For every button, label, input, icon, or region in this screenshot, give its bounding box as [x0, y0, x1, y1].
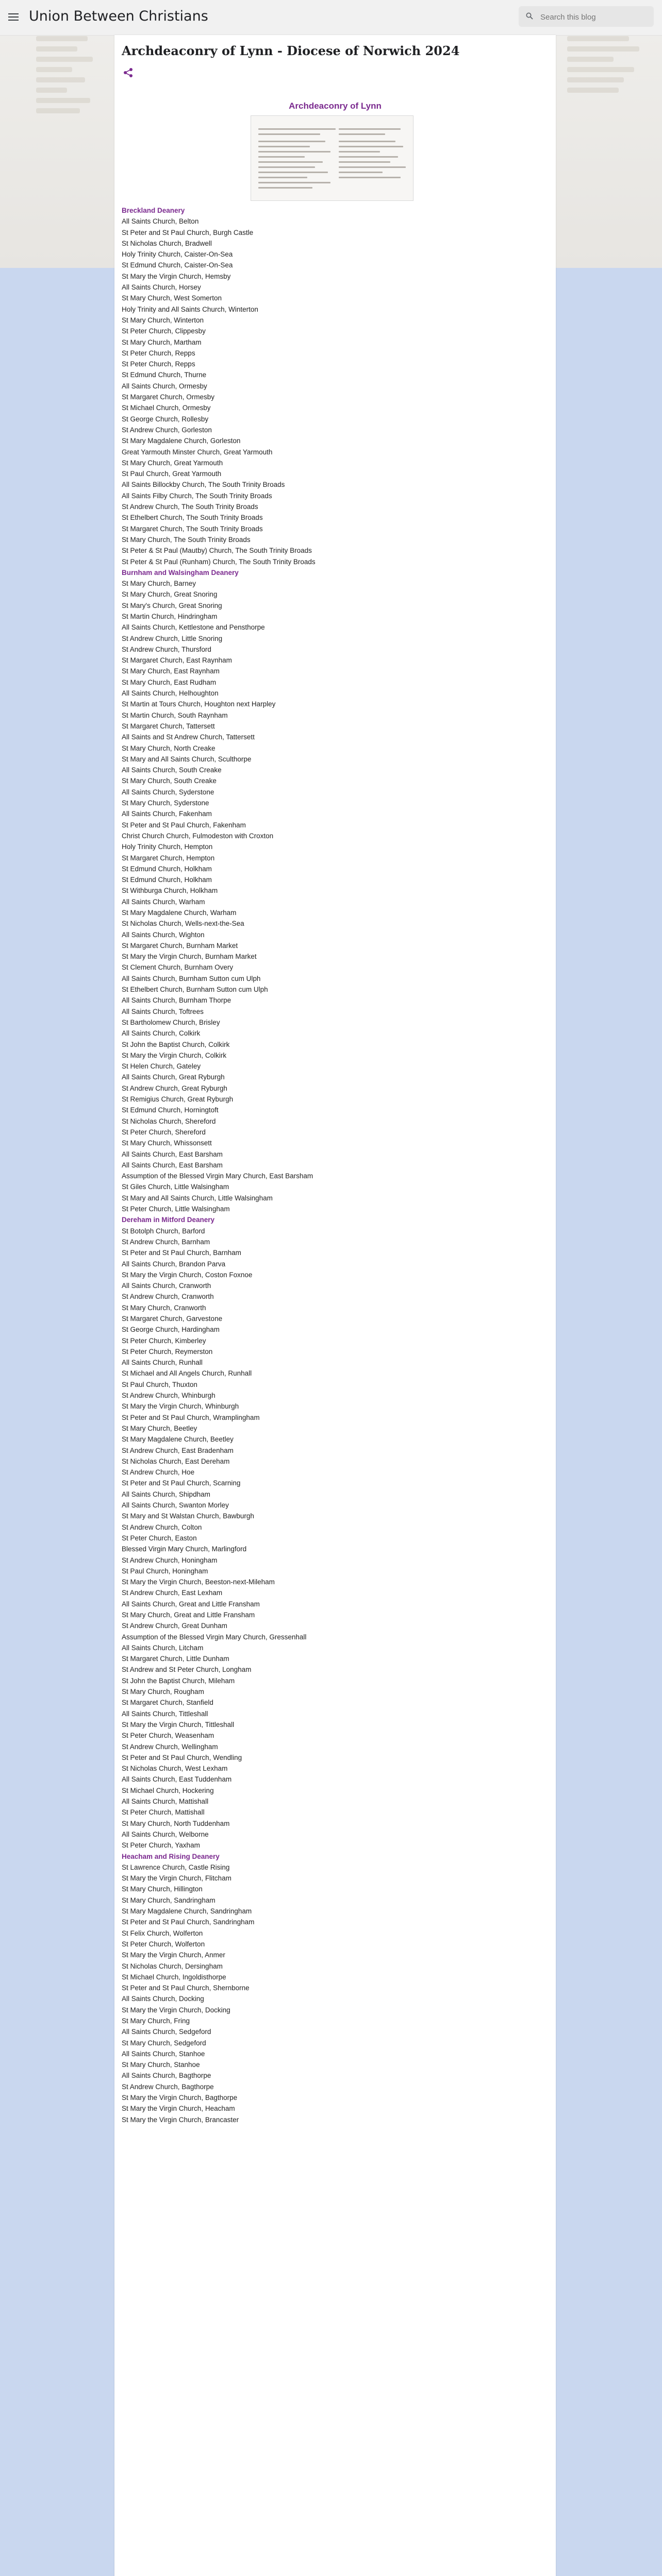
list-item: St Mary the Virgin Church, Coston Foxnoe — [122, 1270, 253, 1279]
list-item: All Saints Church, Litcham — [122, 1643, 204, 1652]
list-item: St Mary Church, Winterton — [122, 316, 204, 324]
list-item: St Andrew Church, Honingham — [122, 1556, 218, 1564]
list-item: St Margaret Church, Tattersett — [122, 722, 215, 730]
list-item: All Saints Church, Bagthorpe — [122, 2072, 211, 2080]
list-item: St Andrew Church, Little Snoring — [122, 634, 223, 642]
list-item: St Lawrence Church, Castle Rising — [122, 1863, 230, 1871]
list-item: St Andrew Church, East Bradenham — [122, 1446, 234, 1454]
list-item: St Andrew Church, Gorleston — [122, 426, 212, 434]
list-item: All Saints Church, Kettlestone and Pensthorpe — [122, 623, 265, 632]
list-item: St George Church, Hardingham — [122, 1326, 220, 1334]
list-item: All Saints Church, Ormesby — [122, 382, 207, 390]
list-item: All Saints Church, Toftrees — [122, 1007, 204, 1015]
list-item: All Saints Church, Burnham Thorpe — [122, 996, 231, 1005]
list-item: St Michael Church, Hockering — [122, 1786, 214, 1794]
list-item: St Mary and All Saints Church, Little Walsingham — [122, 1194, 273, 1202]
list-item: St Peter and St Paul Church, Shernborne — [122, 1984, 250, 1992]
list-item: St Mary Church, Hillington — [122, 1885, 203, 1893]
list-item: St Andrew Church, Whinburgh — [122, 1392, 216, 1400]
list-item: St Peter Church, Wolferton — [122, 1940, 205, 1948]
list-item: All Saints Church, Sedgeford — [122, 2028, 211, 2036]
list-item: St Mary Church, Barney — [122, 580, 196, 588]
list-item: All Saints Billockby Church, The South Trinity Broads — [122, 481, 285, 489]
list-item: All Saints Church, Burnham Sutton cum Ulph — [122, 974, 261, 982]
list-item: St Peter Church, Weasenham — [122, 1732, 214, 1740]
deanery-heading: Breckland Deanery — [122, 207, 185, 214]
list-item: St Peter and St Paul Church, Wramplingham — [122, 1413, 260, 1421]
list-item: St Mary the Virgin Church, Tittleshall — [122, 1720, 235, 1728]
list-item: St Martin Church, South Raynham — [122, 711, 228, 719]
list-item: St Mary Church, Syderstone — [122, 799, 209, 807]
list-item: St Andrew Church, Barnham — [122, 1238, 210, 1246]
list-item: St Peter Church, Shereford — [122, 1128, 206, 1136]
list-item: Holy Trinity Church, Caister-On-Sea — [122, 250, 233, 259]
list-item: St Mary the Virgin Church, Docking — [122, 2006, 230, 2014]
list-item: St Mary Magdalene Church, Sandringham — [122, 1907, 252, 1916]
list-item: All Saints Church, Shipdham — [122, 1490, 210, 1498]
list-item: All Saints Church, Great and Little Fransham — [122, 1600, 260, 1608]
list-item: St Peter Church, Clippesby — [122, 327, 206, 335]
list-item: All Saints and St Andrew Church, Tattersett — [122, 733, 255, 741]
list-item: All Saints Church, Fakenham — [122, 810, 212, 818]
list-item: St Andrew Church, Colton — [122, 1523, 202, 1531]
list-item: St Mary the Virgin Church, Whinburgh — [122, 1402, 239, 1411]
list-item: St Felix Church, Wolferton — [122, 1929, 203, 1937]
list-item: All Saints Church, Horsey — [122, 283, 201, 292]
list-item: St Nicholas Church, Shereford — [122, 1117, 216, 1125]
deanery-heading: Heacham and Rising Deanery — [122, 1852, 220, 1860]
post-card — [114, 35, 556, 2576]
list-item: St Mary Church, Sandringham — [122, 1896, 216, 1904]
deanery-heading: Burnham and Walsingham Deanery — [122, 568, 239, 577]
list-item: All Saints Church, East Tuddenham — [122, 1775, 232, 1784]
deanery-heading: Dereham in Mitford Deanery — [122, 1216, 215, 1224]
list-item: All Saints Church, Helhoughton — [122, 689, 219, 698]
list-item: Blessed Virgin Mary Church, Marlingford — [122, 1545, 247, 1553]
list-item: All Saints Church, Warham — [122, 897, 205, 906]
list-item: All Saints Church, Stanhoe — [122, 2049, 205, 2058]
list-item: St Margaret Church, The South Trinity Broads — [122, 524, 263, 533]
list-item: St Nicholas Church, Bradwell — [122, 239, 212, 247]
top-header — [0, 0, 662, 36]
list-item: St Peter Church, Repps — [122, 360, 195, 368]
list-item: St Peter & St Paul (Runham) Church, The South Trinity Broads — [122, 557, 316, 566]
list-item: St Mary Church, Sedgeford — [122, 2039, 206, 2047]
list-item: St Peter and St Paul Church, Barnham — [122, 1249, 241, 1257]
list-item: St Mary Church, Rougham — [122, 1688, 204, 1696]
hamburger-menu-icon[interactable] — [8, 11, 19, 22]
list-item: St Paul Church, Great Yarmouth — [122, 470, 222, 478]
background-blur-right — [567, 31, 644, 247]
list-item: All Saints Church, Tittleshall — [122, 1709, 208, 1718]
list-item: St Margaret Church, Garvestone — [122, 1314, 223, 1323]
list-item: St Peter and St Paul Church, Wendling — [122, 1753, 242, 1761]
list-item: St Mary Church, Cranworth — [122, 1303, 206, 1312]
list-item: St Mary Magdalene Church, Beetley — [122, 1435, 234, 1444]
section-heading-link[interactable]: Archdeaconry of Lynn — [289, 101, 382, 111]
list-item: St Nicholas Church, Wells-next-the-Sea — [122, 920, 244, 928]
list-item: All Saints Church, South Creake — [122, 766, 222, 774]
list-item: St Andrew Church, The South Trinity Broads — [122, 503, 258, 511]
list-item: St Mary Church, Beetley — [122, 1424, 197, 1432]
list-item: St Mary and St Walstan Church, Bawburgh — [122, 1512, 254, 1520]
list-item: St Peter and St Paul Church, Burgh Castle — [122, 228, 254, 236]
list-item: St Andrew Church, Great Dunham — [122, 1622, 227, 1630]
list-item: St Peter & St Paul (Mautby) Church, The South Trinity Broads — [122, 547, 312, 555]
list-item: St Andrew Church, East Lexham — [122, 1589, 223, 1597]
list-item: All Saints Church, Wighton — [122, 930, 205, 939]
list-item: St Mary Magdalene Church, Warham — [122, 909, 237, 917]
list-item: St John the Baptist Church, Colkirk — [122, 1040, 230, 1048]
list-item: Holy Trinity and All Saints Church, Winterton — [122, 305, 258, 313]
list-item: St Andrew Church, Wellingham — [122, 1742, 218, 1751]
list-item: St Paul Church, Honingham — [122, 1567, 208, 1575]
list-item: Holy Trinity Church, Hempton — [122, 843, 213, 851]
list-item: St Edmund Church, Holkham — [122, 865, 212, 873]
church-list — [122, 205, 544, 2125]
list-item: St Mary and All Saints Church, Sculthorpe — [122, 755, 252, 763]
list-item: St Mary Church, East Raynham — [122, 667, 220, 675]
list-item: St Mary Church, South Creake — [122, 777, 217, 785]
background-blur-left — [36, 31, 98, 247]
list-item: All Saints Church, Docking — [122, 1995, 204, 2003]
list-item: St Andrew Church, Cranworth — [122, 1293, 214, 1301]
share-icon[interactable] — [123, 67, 134, 78]
list-item: All Saints Church, Mattishall — [122, 1798, 209, 1806]
list-item: St Ethelbert Church, Burnham Sutton cum Ulph — [122, 986, 268, 994]
list-item: St Ethelbert Church, The South Trinity Broads — [122, 514, 263, 522]
list-item: All Saints Church, Swanton Morley — [122, 1501, 229, 1510]
list-item: St Andrew Church, Bagthorpe — [122, 2082, 214, 2091]
list-item: St Andrew Church, Thursford — [122, 645, 211, 653]
list-item: St Bartholomew Church, Brisley — [122, 1018, 220, 1026]
list-item: St Mary the Virgin Church, Beeston-next-Mileham — [122, 1578, 275, 1586]
list-item: St Mary Church, Martham — [122, 338, 202, 346]
list-item: St Peter Church, Mattishall — [122, 1808, 205, 1817]
list-item: St Giles Church, Little Walsingham — [122, 1183, 229, 1191]
list-item: St Peter and St Paul Church, Scarning — [122, 1479, 241, 1487]
list-item: St Nicholas Church, West Lexham — [122, 1765, 228, 1773]
list-item: St Mary the Virgin Church, Brancaster — [122, 2115, 239, 2124]
list-item: St Mary the Virgin Church, Colkirk — [122, 1051, 227, 1059]
list-item: St Edmund Church, Thurne — [122, 371, 207, 379]
list-item: St Mary Church, North Tuddenham — [122, 1819, 230, 1827]
list-item: St Edmund Church, Caister-On-Sea — [122, 261, 233, 269]
list-item: St Mary's Church, Great Snoring — [122, 601, 222, 609]
list-item: St Mary Magdalene Church, Gorleston — [122, 437, 241, 445]
list-item: St George Church, Rollesby — [122, 415, 209, 423]
list-item: St Clement Church, Burnham Overy — [122, 963, 234, 972]
list-item: St Mary Church, Great Yarmouth — [122, 459, 223, 467]
search-input[interactable] — [539, 6, 650, 28]
list-item: St Martin at Tours Church, Houghton next Harpley — [122, 700, 276, 708]
list-item: Great Yarmouth Minster Church, Great Yarmouth — [122, 448, 273, 456]
list-item: St Peter Church, Easton — [122, 1534, 197, 1542]
list-item: St Margaret Church, Burnham Market — [122, 941, 238, 950]
list-item: All Saints Church, Brandon Parva — [122, 1260, 226, 1268]
list-item: St Peter Church, Little Walsingham — [122, 1205, 230, 1213]
list-item: All Saints Church, Syderstone — [122, 788, 214, 796]
list-item: St Margaret Church, Little Dunham — [122, 1655, 229, 1663]
list-item: St Helen Church, Gateley — [122, 1062, 201, 1071]
list-item: St Mary Church, West Somerton — [122, 294, 222, 302]
post-title: Archdeaconry of Lynn - Diocese of Norwich 2024 — [122, 43, 460, 58]
list-item: All Saints Church, Runhall — [122, 1359, 203, 1367]
list-item: St Peter Church, Kimberley — [122, 1336, 206, 1345]
list-item: All Saints Church, Welborne — [122, 1830, 209, 1838]
list-item: St Mary the Virgin Church, Flitcham — [122, 1874, 231, 1883]
list-item: Assumption of the Blessed Virgin Mary Church, East Barsham — [122, 1172, 313, 1180]
list-item: St Peter Church, Repps — [122, 349, 195, 357]
list-item: St Peter Church, Reymerston — [122, 1347, 213, 1355]
list-item: St Peter Church, Yaxham — [122, 1841, 200, 1850]
list-item: St Nicholas Church, East Dereham — [122, 1457, 230, 1465]
list-item: St Andrew Church, Great Ryburgh — [122, 1084, 227, 1092]
list-item: St Michael Church, Ingoldisthorpe — [122, 1973, 226, 1981]
list-item: St Mary Church, East Rudham — [122, 678, 217, 686]
list-item: Assumption of the Blessed Virgin Mary Church, Gressenhall — [122, 1633, 307, 1641]
list-item: St Mary Church, Great and Little Fransham — [122, 1611, 255, 1619]
list-item: St Peter and St Paul Church, Fakenham — [122, 821, 246, 829]
list-item: St Michael and All Angels Church, Runhall — [122, 1369, 252, 1378]
list-item: All Saints Church, Belton — [122, 217, 199, 226]
list-item: St John the Baptist Church, Mileham — [122, 1676, 235, 1685]
search-icon[interactable] — [526, 12, 533, 20]
document-thumbnail[interactable] — [251, 115, 413, 201]
list-item: St Margaret Church, Hempton — [122, 854, 215, 862]
list-item: St Remigius Church, Great Ryburgh — [122, 1095, 234, 1104]
list-item: All Saints Church, Cranworth — [122, 1282, 211, 1290]
list-item: St Margaret Church, Stanfield — [122, 1699, 213, 1707]
list-item: St Andrew Church, Hoe — [122, 1468, 195, 1477]
list-item: All Saints Church, Colkirk — [122, 1029, 201, 1038]
blog-title[interactable]: Union Between Christians — [29, 8, 208, 24]
list-item: St Withburga Church, Holkham — [122, 887, 218, 895]
list-item: St Martin Church, Hindringham — [122, 612, 218, 620]
list-item: St Nicholas Church, Dersingham — [122, 1962, 223, 1970]
list-item: St Mary Church, North Creake — [122, 744, 216, 752]
list-item: St Edmund Church, Horningtoft — [122, 1106, 219, 1114]
list-item: St Mary the Virgin Church, Bagthorpe — [122, 2094, 238, 2102]
list-item: St Mary Church, Fring — [122, 2016, 190, 2025]
list-item: St Peter and St Paul Church, Sandringham — [122, 1918, 255, 1926]
list-item: St Margaret Church, Ormesby — [122, 393, 215, 401]
list-item: St Mary the Virgin Church, Anmer — [122, 1951, 225, 1959]
list-item: All Saints Church, Great Ryburgh — [122, 1073, 225, 1081]
list-item: St Mary Church, The South Trinity Broads — [122, 535, 251, 544]
list-item: St Mary Church, Whissonsett — [122, 1139, 212, 1147]
list-item: Christ Church Church, Fulmodeston with Croxton — [122, 832, 274, 840]
list-item: St Mary the Virgin Church, Hemsby — [122, 272, 231, 280]
list-item: St Botolph Church, Barford — [122, 1227, 205, 1235]
list-item: St Andrew and St Peter Church, Longham — [122, 1666, 252, 1674]
list-item: St Mary the Virgin Church, Heacham — [122, 2105, 235, 2113]
list-item: St Mary Church, Great Snoring — [122, 590, 218, 599]
list-item: St Paul Church, Thuxton — [122, 1380, 197, 1388]
search-box[interactable] — [519, 6, 654, 27]
list-item: St Michael Church, Ormesby — [122, 404, 211, 412]
list-item: All Saints Church, East Barsham — [122, 1161, 223, 1169]
list-item: St Mary the Virgin Church, Burnham Market — [122, 953, 257, 961]
list-item: St Mary Church, Stanhoe — [122, 2061, 200, 2069]
list-item: St Margaret Church, East Raynham — [122, 656, 232, 665]
list-item: St Edmund Church, Holkham — [122, 876, 212, 884]
list-item: All Saints Church, East Barsham — [122, 1150, 223, 1158]
list-item: All Saints Filby Church, The South Trinity Broads — [122, 492, 272, 500]
